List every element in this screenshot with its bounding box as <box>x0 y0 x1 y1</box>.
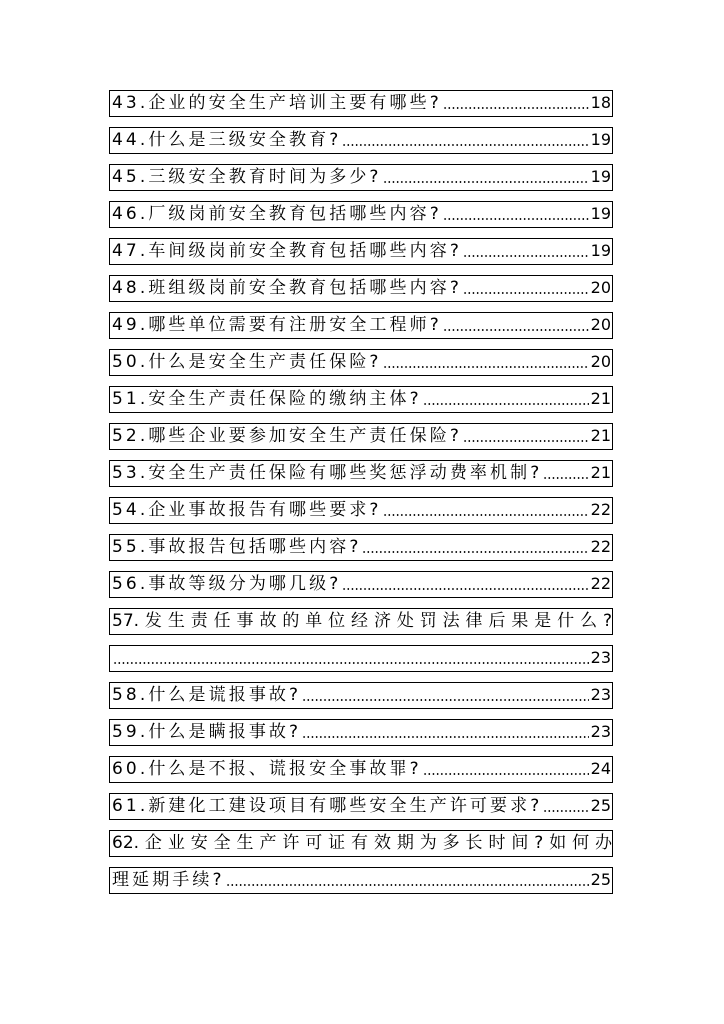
toc-entry <box>109 497 613 534</box>
toc-entry-link[interactable] <box>109 275 613 302</box>
toc-entry-link[interactable] <box>109 460 613 487</box>
toc-page-number: 23 <box>590 722 611 741</box>
toc-dot-leader <box>443 218 589 220</box>
toc-page-number: 18 <box>590 93 611 112</box>
toc-entry-title: 59.什么是瞒报事故? <box>112 722 302 742</box>
toc-page-number: 22 <box>590 574 611 593</box>
toc-dot-leader <box>226 884 589 886</box>
toc-entry-title: 49.哪些单位需要有注册安全工程师? <box>112 315 442 335</box>
toc-page-number: 25 <box>590 796 611 815</box>
toc-page-number: 25 <box>590 870 611 889</box>
toc-dot-leader <box>463 255 589 257</box>
toc-dot-leader <box>383 514 589 516</box>
toc-entry <box>109 867 613 904</box>
toc-entry-title: 43.企业的安全生产培训主要有哪些? <box>112 93 442 113</box>
toc-entry <box>109 312 613 349</box>
toc-page-number: 20 <box>590 315 611 334</box>
toc-dot-leader <box>342 144 588 146</box>
toc-entry-link[interactable] <box>109 423 613 450</box>
toc-entry-title: 45.三级安全教育时间为多少? <box>112 167 382 187</box>
toc-entry <box>109 423 613 460</box>
toc-entry-title: 理延期手续? <box>112 870 225 890</box>
toc-entry-link[interactable] <box>109 349 613 376</box>
toc-entry <box>109 645 613 682</box>
toc-page-number: 19 <box>590 241 611 260</box>
toc-dot-leader <box>463 292 589 294</box>
toc-entry-link[interactable] <box>109 719 613 746</box>
toc-entry-title: 57.发生责任事故的单位经济处罚法律后果是什么? <box>112 611 612 631</box>
toc-entry-title: 60.什么是不报、谎报安全事故罪? <box>112 759 422 779</box>
toc-entry <box>109 830 613 867</box>
toc-dot-leader <box>423 403 589 405</box>
toc-entry <box>109 460 613 497</box>
table-of-contents <box>109 90 613 904</box>
toc-entry-link[interactable] <box>109 534 613 561</box>
toc-entry-link[interactable] <box>109 386 613 413</box>
toc-page-number: 24 <box>590 759 611 778</box>
toc-entry <box>109 719 613 756</box>
toc-entry-link[interactable] <box>109 571 613 598</box>
toc-entry-link[interactable] <box>109 830 613 857</box>
toc-page-number: 20 <box>590 352 611 371</box>
toc-entry-link[interactable] <box>109 164 613 191</box>
toc-dot-leader <box>302 736 588 738</box>
toc-entry-link[interactable] <box>109 497 613 524</box>
toc-entry-title: 44.什么是三级安全教育? <box>112 130 342 150</box>
toc-entry-title: 50.什么是安全生产责任保险? <box>112 352 382 372</box>
toc-entry-title: 54.企业事故报告有哪些要求? <box>112 500 382 520</box>
toc-entry-title: 52.哪些企业要参加安全生产责任保险? <box>112 426 462 446</box>
toc-entry-title: 58.什么是谎报事故? <box>112 685 302 705</box>
toc-dot-leader <box>463 440 589 442</box>
toc-page-number: 22 <box>590 500 611 519</box>
toc-entry-title: 56.事故等级分为哪几级? <box>112 574 342 594</box>
toc-entry-link[interactable] <box>109 645 613 672</box>
toc-entry-title: 51.安全生产责任保险的缴纳主体? <box>112 389 422 409</box>
toc-entry-title: 62.企业安全生产许可证有效期为多长时间?如何办 <box>112 833 612 853</box>
toc-entry-link[interactable] <box>109 682 613 709</box>
toc-page-number: 21 <box>590 463 611 482</box>
toc-page-number: 23 <box>590 685 611 704</box>
toc-dot-leader <box>443 329 589 331</box>
toc-page-number: 19 <box>590 130 611 149</box>
toc-entry-title: 61.新建化工建设项目有哪些安全生产许可要求? <box>112 796 543 816</box>
toc-entry <box>109 164 613 201</box>
toc-entry-link[interactable] <box>109 608 613 635</box>
toc-entry-title: 46.厂级岗前安全教育包括哪些内容? <box>112 204 442 224</box>
toc-dot-leader <box>383 366 589 368</box>
toc-entry <box>109 608 613 645</box>
toc-entry <box>109 793 613 830</box>
toc-entry <box>109 127 613 164</box>
toc-entry <box>109 571 613 608</box>
toc-entry <box>109 238 613 275</box>
toc-page-number: 21 <box>590 426 611 445</box>
toc-entry <box>109 756 613 793</box>
toc-page-number: 19 <box>590 167 611 186</box>
toc-dot-leader <box>543 810 588 812</box>
toc-dot-leader <box>113 662 589 664</box>
toc-page-number: 20 <box>590 278 611 297</box>
toc-entry-link[interactable] <box>109 756 613 783</box>
toc-entry <box>109 386 613 423</box>
toc-entry-link[interactable] <box>109 793 613 820</box>
toc-entry-link[interactable] <box>109 238 613 265</box>
toc-dot-leader <box>302 699 588 701</box>
toc-page-number: 23 <box>590 648 611 667</box>
toc-page-number: 21 <box>590 389 611 408</box>
toc-dot-leader <box>423 773 589 775</box>
toc-entry-title: 47.车间级岗前安全教育包括哪些内容? <box>112 241 462 261</box>
toc-dot-leader <box>342 588 588 590</box>
toc-entry-link[interactable] <box>109 90 613 117</box>
toc-entry <box>109 349 613 386</box>
toc-entry-title: 55.事故报告包括哪些内容? <box>112 537 362 557</box>
toc-entry <box>109 275 613 312</box>
toc-dot-leader <box>362 551 588 553</box>
toc-entry-link[interactable] <box>109 312 613 339</box>
toc-entry <box>109 90 613 127</box>
toc-dot-leader <box>543 477 588 479</box>
toc-entry-title: 53.安全生产责任保险有哪些奖惩浮动费率机制? <box>112 463 543 483</box>
toc-dot-leader <box>383 181 589 183</box>
toc-entry <box>109 534 613 571</box>
toc-entry-link[interactable] <box>109 867 613 894</box>
toc-entry-link[interactable] <box>109 201 613 228</box>
toc-dot-leader <box>443 107 589 109</box>
toc-entry <box>109 682 613 719</box>
toc-entry-link[interactable] <box>109 127 613 154</box>
toc-page-number: 22 <box>590 537 611 556</box>
toc-entry-title: 48.班组级岗前安全教育包括哪些内容? <box>112 278 462 298</box>
toc-page-number: 19 <box>590 204 611 223</box>
toc-entry <box>109 201 613 238</box>
